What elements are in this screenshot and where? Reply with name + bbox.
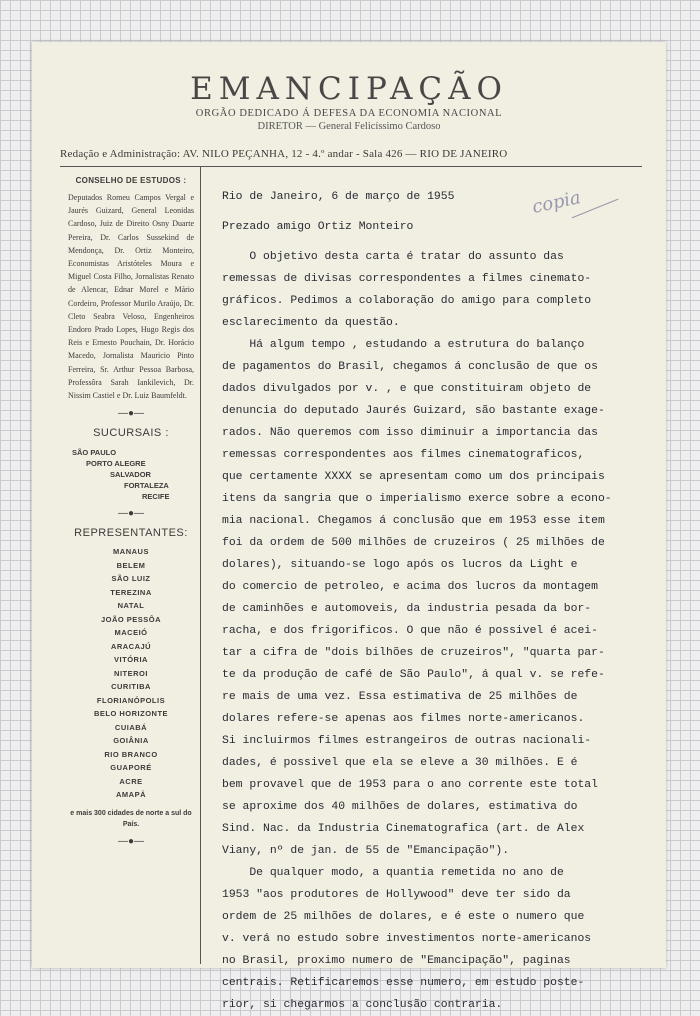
ornament: —●— <box>117 508 145 520</box>
letter-line: do comercio de petroleo, e acima dos lucros da montagem <box>222 581 598 593</box>
letter-salutation: Prezado amigo Ortiz Monteiro <box>222 221 414 233</box>
sucursais-list <box>68 447 194 502</box>
letter-line: denuncia do deputado Jaurés Guizard, são bastante exage- <box>222 405 605 417</box>
letter-page <box>32 42 666 1011</box>
representante-item: TEREZINA <box>110 587 152 597</box>
letter-line: Há algum tempo , estudando a estrutura do balanço <box>222 339 585 351</box>
representantes-list <box>68 545 194 802</box>
letter-line: gráficos. Pedimos a colaboração do amigo para completo <box>222 295 592 307</box>
letterhead-title: EMANCIPAÇÃO <box>190 71 508 107</box>
representante-item: NATAL <box>117 601 145 611</box>
ornament: —●— <box>117 408 145 420</box>
letter-line: mia nacional. Chegamos á conclusão que em 1953 esse item <box>222 515 605 527</box>
column-divider <box>200 166 201 964</box>
representante-item: FLORIANÓPOLIS <box>96 695 166 705</box>
representante-item: SÃO LUIZ <box>111 574 151 584</box>
representante-item: GUAPORÉ <box>110 763 152 773</box>
spacer <box>222 208 658 216</box>
letter-line: te da produção de café de São Paulo", á qual v. se refe- <box>222 669 605 681</box>
letterhead <box>32 72 666 132</box>
letter-line: De qualquer modo, a quantia remetida no ano de <box>222 867 564 879</box>
representante-item: JOÃO PESSÔA <box>100 614 162 624</box>
sucursal-item: SALVADOR <box>110 470 151 480</box>
council-title: CONSELHO DE ESTUDOS : <box>75 176 187 185</box>
letter-body <box>222 186 658 1016</box>
letter-line: foi da ordem de 500 milhões de cruzeiros ( 25 milhões de <box>222 537 605 549</box>
letter-line: dades, é possivel que ela se eleve a 30 milhões. E é <box>222 757 578 769</box>
letter-line: O objetivo desta carta é tratar do assunto das <box>222 251 564 263</box>
representante-item: ARACAJÚ <box>110 641 152 651</box>
letter-line: centrais. Retificaremos esse numero, em estudo poste- <box>222 977 585 989</box>
sucursal-item: SÃO PAULO <box>72 448 117 458</box>
header-divider <box>60 166 642 167</box>
letter-line: bem provavel que de 1953 para o ano corrente este total <box>222 779 598 791</box>
representantes-title: REPRESENTANTES: <box>74 527 188 540</box>
letter-line: rior, si chegarmos a conclusão contraria. <box>222 999 503 1011</box>
cities-note: e mais 300 cidades de norte a sul do País. <box>70 809 192 828</box>
letter-line: dolares), situando-se logo após os lucros da Light e <box>222 559 578 571</box>
letter-line: remessas de divisas correspondentes a filmes cinemato- <box>222 273 592 285</box>
letter-line: ordem de 25 milhões de dolares, e é este o numero que <box>222 911 585 923</box>
representante-item: NITEROI <box>114 668 148 678</box>
letter-line: dolares refere-se apenas aos filmes norte-americanos. <box>222 713 585 725</box>
letter-line: Viany, nº de jan. de 55 de "Emancipação"). <box>222 845 510 857</box>
letterhead-director: DIRETOR — General Felicíssimo Cardoso <box>257 121 441 132</box>
sucursais-title: SUCURSAIS : <box>93 427 169 440</box>
sucursal-item: FORTALEZA <box>124 481 169 491</box>
letterhead-address: Redação e Administração: AV. NILO PEÇANHA, 12 - 4.º andar - Sala 426 — RIO DE JANEIRO <box>60 148 508 160</box>
letter-line: tar a cifra de "dois bilhões de cruzeiros", "quarta par- <box>222 647 605 659</box>
sidebar <box>68 176 194 853</box>
representante-item: VITÓRIA <box>114 655 148 665</box>
letterhead-subtitle: ORGÃO DEDICADO Á DEFESA DA ECONOMIA NACIONAL <box>195 108 503 119</box>
letter-line: no Brasil, proximo numero de "Emancipação", paginas <box>222 955 571 967</box>
representante-item: CUIABÁ <box>114 722 148 732</box>
representante-item: CURITIBA <box>111 682 151 692</box>
representante-item: GOIÂNIA <box>113 736 149 746</box>
representante-item: RIO BRANCO <box>104 749 158 759</box>
representante-item: BELEM <box>116 560 146 570</box>
representante-item: AMAPÁ <box>116 790 146 800</box>
letter-date: Rio de Janeiro, 6 de março de 1955 <box>222 191 455 203</box>
council-members: Deputados Romeu Campos Vergal e Jaurés Guizard, General Leonidas Cardoso, Juiz de Direito Osny Duarte Pereira, Dr. Carlos Sussekind de Mendonça, Dr. Ortiz Monteiro, Economistas Aristóteles Moura e Miguel Costa Filho, Jornalistas Renato de Alencar, Ednar Morel e Mário Cordeiro, Professor Murilo Araújo, Dr. Cleto Seabra Veloso, Engenheiros Endoro Prado Lopes, Hugo Regis dos Reis e Ernesto Pouchain, Dr. Horácio Macedo, Jornalista Mauricio Pinto Ferreira, Sr. Arthur Pessoa Barbosa, Professôra Sarah Iankilevich, Dr. Nissim Castiel e Dr. Luiz Baumfeldt. <box>68 193 194 401</box>
sucursal-item: RECIFE <box>142 492 170 502</box>
letter-text <box>222 246 658 1016</box>
letter-line: que certamente XXXX se apresentam como um dos principais <box>222 471 605 483</box>
letter-line: de caminhões e automoveis, da industria pesada da bor- <box>222 603 592 615</box>
letter-line: esclarecimento da questão. <box>222 317 400 329</box>
representante-item: BELO HORIZONTE <box>93 709 169 719</box>
letter-line: se aproxime dos 40 milhões de dolares, estimativa do <box>222 801 578 813</box>
sucursal-item: PORTO ALEGRE <box>86 459 146 469</box>
letter-line: rados. Não queremos com isso diminuir a importancia das <box>222 427 598 439</box>
letter-line: v. verá no estudo sobre investimentos norte-americanos <box>222 933 592 945</box>
copia-annotation: copia <box>530 187 583 218</box>
letter-line: de pagamentos do Brasil, chegamos á conclusão de que os <box>222 361 598 373</box>
letter-line: Si incluirmos filmes estrangeiros de outras nacionali- <box>222 735 592 747</box>
letter-line: racha, e dos frigorificos. O que não é possivel é acei- <box>222 625 598 637</box>
letter-line: itens da sangria que o imperialismo exerce sobre a econo- <box>222 493 612 505</box>
representante-item: MANAUS <box>113 547 149 557</box>
letter-line: 1953 "aos produtores de Hollywood" deve ter sido da <box>222 889 571 901</box>
letter-line: re mais de uma vez. Essa estimativa de 25 milhões de <box>222 691 578 703</box>
representante-item: MACEIÓ <box>114 628 148 638</box>
letter-line: remessas correspondentes aos filmes cinematograficos, <box>222 449 585 461</box>
ornament: —●— <box>117 835 145 847</box>
letter-line: dados divulgados por v. , e que constituiram objeto de <box>222 383 592 395</box>
representante-item: ACRE <box>119 776 143 786</box>
spacer <box>222 238 658 246</box>
letter-line: Sind. Nac. da Industria Cinematografica (art. de Alex <box>222 823 585 835</box>
